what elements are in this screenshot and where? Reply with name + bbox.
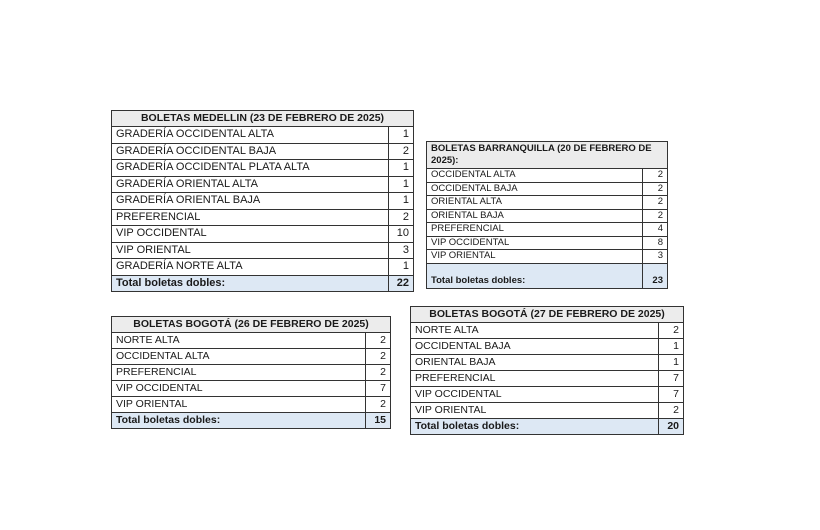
row-value: 7 [659, 371, 684, 387]
table-row [427, 236, 668, 250]
table-row [112, 209, 414, 226]
row-value: 2 [643, 196, 668, 210]
table-row [427, 169, 668, 183]
row-label: PREFERENCIAL [427, 223, 643, 237]
table-medellin [111, 110, 414, 292]
row-label: VIP ORIENTAL [112, 397, 366, 413]
row-value: 2 [659, 403, 684, 419]
total-row [427, 263, 668, 288]
table-title: BOLETAS BOGOTÁ (26 DE FEBRERO DE 2025) [112, 317, 391, 333]
row-value: 3 [643, 250, 668, 264]
table-row [112, 127, 414, 144]
row-label: PREFERENCIAL [411, 371, 659, 387]
table-title: BOLETAS BOGOTÁ (27 DE FEBRERO DE 2025) [411, 307, 684, 323]
row-value: 2 [643, 169, 668, 183]
total-label: Total boletas dobles: [427, 263, 643, 288]
table-row [112, 226, 414, 243]
row-label: ORIENTAL BAJA [427, 209, 643, 223]
total-label: Total boletas dobles: [411, 419, 659, 435]
row-value: 1 [659, 339, 684, 355]
row-label: GRADERÍA OCCIDENTAL PLATA ALTA [112, 160, 389, 177]
table-row [427, 182, 668, 196]
table-row [411, 371, 684, 387]
row-label: OCCIDENTAL BAJA [427, 182, 643, 196]
total-label: Total boletas dobles: [112, 413, 366, 429]
table-bogota-26 [111, 316, 391, 429]
row-value: 1 [389, 193, 414, 210]
table-row [411, 387, 684, 403]
row-value: 1 [389, 176, 414, 193]
row-label: NORTE ALTA [112, 333, 366, 349]
total-label: Total boletas dobles: [112, 275, 389, 292]
row-value: 7 [659, 387, 684, 403]
row-value: 1 [659, 355, 684, 371]
row-label: VIP OCCIDENTAL [112, 226, 389, 243]
row-label: GRADERÍA OCCIDENTAL ALTA [112, 127, 389, 144]
table-row [112, 143, 414, 160]
row-value: 2 [366, 397, 391, 413]
row-value: 1 [389, 259, 414, 276]
table-row [427, 250, 668, 264]
table-row [112, 176, 414, 193]
row-value: 1 [389, 127, 414, 144]
row-value: 2 [659, 323, 684, 339]
table-row [112, 381, 391, 397]
table-row [112, 259, 414, 276]
row-label: VIP OCCIDENTAL [427, 236, 643, 250]
table-row [112, 365, 391, 381]
table-title: BOLETAS BARRANQUILLA (20 DE FEBRERO DE 2025): [427, 142, 668, 169]
row-label: PREFERENCIAL [112, 365, 366, 381]
table-row [112, 242, 414, 259]
row-label: GRADERÍA OCCIDENTAL BAJA [112, 143, 389, 160]
row-label: GRADERÍA ORIENTAL ALTA [112, 176, 389, 193]
row-value: 8 [643, 236, 668, 250]
total-value: 22 [389, 275, 414, 292]
row-label: ORIENTAL BAJA [411, 355, 659, 371]
table-bogota-27 [410, 306, 684, 435]
row-value: 2 [366, 349, 391, 365]
row-label: ORIENTAL ALTA [427, 196, 643, 210]
row-value: 2 [366, 333, 391, 349]
row-value: 2 [643, 209, 668, 223]
table-row [411, 323, 684, 339]
table-row [411, 355, 684, 371]
row-value: 10 [389, 226, 414, 243]
table-row [427, 209, 668, 223]
table-row [427, 196, 668, 210]
row-label: VIP OCCIDENTAL [411, 387, 659, 403]
row-label: OCCIDENTAL ALTA [427, 169, 643, 183]
row-value: 7 [366, 381, 391, 397]
table-row [112, 349, 391, 365]
row-value: 4 [643, 223, 668, 237]
row-label: GRADERÍA NORTE ALTA [112, 259, 389, 276]
total-value: 23 [643, 263, 668, 288]
table-row [112, 333, 391, 349]
row-label: OCCIDENTAL ALTA [112, 349, 366, 365]
row-label: GRADERÍA ORIENTAL BAJA [112, 193, 389, 210]
row-label: VIP ORIENTAL [411, 403, 659, 419]
table-row [112, 193, 414, 210]
row-label: VIP ORIENTAL [427, 250, 643, 264]
row-value: 1 [389, 160, 414, 177]
total-row [112, 413, 391, 429]
table-row [112, 397, 391, 413]
table-row [411, 403, 684, 419]
total-row [112, 275, 414, 292]
total-value: 20 [659, 419, 684, 435]
row-value: 2 [366, 365, 391, 381]
total-row [411, 419, 684, 435]
table-title: BOLETAS MEDELLIN (23 DE FEBRERO DE 2025) [112, 111, 414, 127]
row-label: VIP OCCIDENTAL [112, 381, 366, 397]
row-value: 2 [643, 182, 668, 196]
row-value: 2 [389, 143, 414, 160]
table-barranquilla [426, 141, 668, 289]
row-value: 2 [389, 209, 414, 226]
table-row [411, 339, 684, 355]
row-label: VIP ORIENTAL [112, 242, 389, 259]
row-label: NORTE ALTA [411, 323, 659, 339]
row-label: OCCIDENTAL BAJA [411, 339, 659, 355]
total-value: 15 [366, 413, 391, 429]
table-row [427, 223, 668, 237]
row-label: PREFERENCIAL [112, 209, 389, 226]
table-row [112, 160, 414, 177]
row-value: 3 [389, 242, 414, 259]
